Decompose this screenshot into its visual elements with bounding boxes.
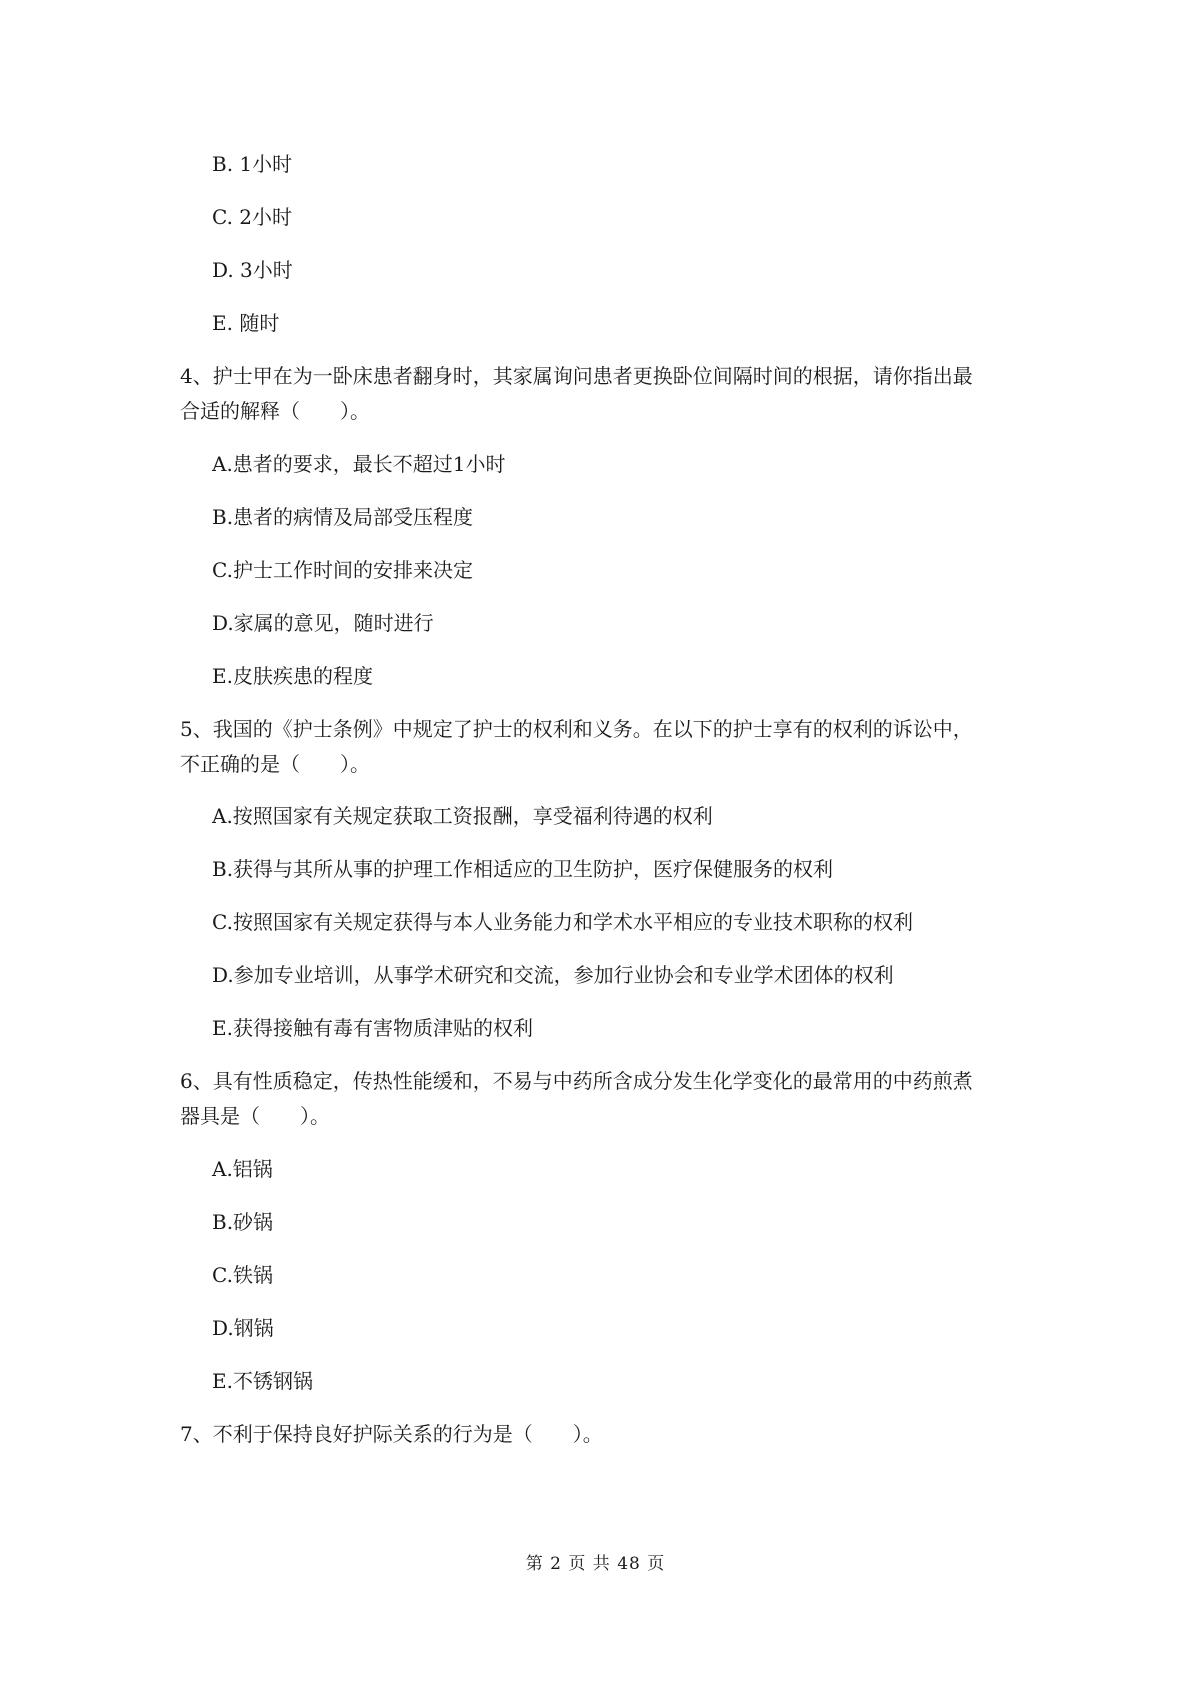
q5-stem-line2: 不正确的是（ ）。 (180, 752, 370, 776)
q4-option-b: B.患者的病情及局部受压程度 (212, 505, 474, 529)
q5-stem-line1: 5、我国的《护士条例》中规定了护士的权利和义务。在以下的护士享有的权利的诉讼中， (180, 717, 973, 741)
q3-option-b: B. 1小时 (212, 152, 293, 176)
q6-option-a: A.铝锅 (212, 1157, 273, 1181)
q5-option-c: C.按照国家有关规定获得与本人业务能力和学术水平相应的专业技术职称的权利 (212, 910, 913, 934)
q5-option-d: D.参加专业培训，从事学术研究和交流，参加行业协会和专业学术团体的权利 (212, 963, 894, 987)
q3-option-d: D. 3小时 (212, 258, 293, 282)
q6-stem-line2: 器具是（ ）。 (180, 1104, 330, 1128)
q5-option-e: E.获得接触有毒有害物质津贴的权利 (212, 1016, 533, 1040)
q6-option-b: B.砂锅 (212, 1210, 274, 1234)
q4-option-a: A.患者的要求，最长不超过1小时 (212, 452, 506, 476)
q6-option-e: E.不锈钢锅 (212, 1369, 313, 1393)
q6-option-d: D.钢锅 (212, 1316, 274, 1340)
q5-option-b: B.获得与其所从事的护理工作相适应的卫生防护，医疗保健服务的权利 (212, 857, 834, 881)
q6-option-c: C.铁锅 (212, 1263, 273, 1287)
q6-stem-line1: 6、具有性质稳定，传热性能缓和，不易与中药所含成分发生化学变化的最常用的中药煎煮 (180, 1069, 973, 1093)
q4-option-c: C.护士工作时间的安排来决定 (212, 558, 473, 582)
q4-option-d: D.家属的意见，随时进行 (212, 611, 434, 635)
q3-option-c: C. 2小时 (212, 205, 293, 229)
q5-option-a: A.按照国家有关规定获取工资报酬，享受福利待遇的权利 (212, 804, 713, 828)
q7-stem-line1: 7、不利于保持良好护际关系的行为是（ ）。 (180, 1422, 603, 1446)
q4-option-e: E.皮肤疾患的程度 (212, 664, 373, 688)
page-number-footer: 第 2 页 共 48 页 (525, 1554, 666, 1574)
q4-stem-line2: 合适的解释（ ）。 (180, 399, 370, 423)
q3-option-e: E. 随时 (212, 311, 280, 335)
q4-stem-line1: 4、护士甲在为一卧床患者翻身时，其家属询问患者更换卧位间隔时间的根据，请你指出最 (180, 364, 973, 388)
